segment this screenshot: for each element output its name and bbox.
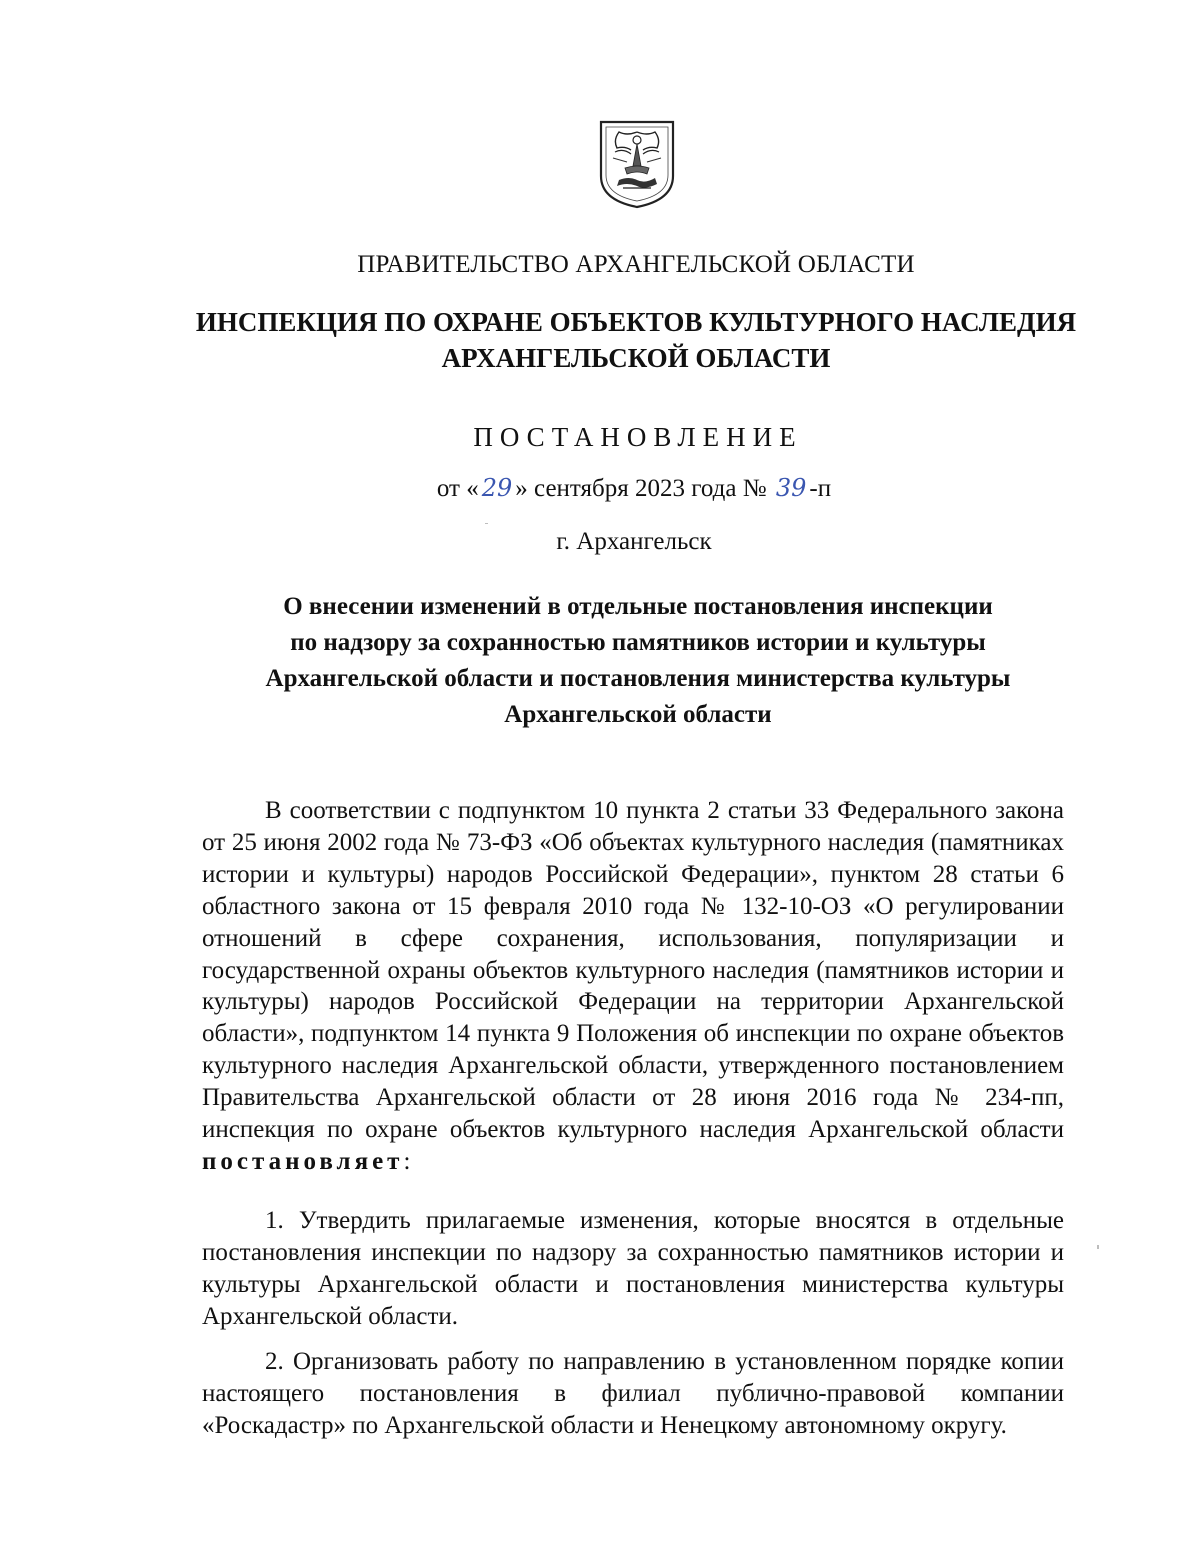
date-number-line <box>34 474 1200 503</box>
subject-line1: О внесении изменений в отдельные постановления инспекции <box>283 593 993 620</box>
preamble-paragraph <box>202 795 1064 1178</box>
city: г. Архангельск <box>556 528 712 555</box>
preamble-text: В соответствии с подпунктом 10 пункта 2 статьи 33 Федерального закона от 25 июня 2002 года № 73-ФЗ «Об объектах культурного наследия (памятниках истории и культуры) народов Российской Федерации», пунктом 28 статьи 6 областного закона от 15 февраля 2010 года № 132-10-ОЗ «О регулировании отношений в сфере сохранения, использования, популяризации и государственной охраны объектов культурного наследия (памятников истории и культуры) народов Российской Федерации на территории Архангельской области», подпунктом 14 пункта 9 Положения об инспекции по охране объектов культурного наследия Архангельской области, утвержденного постановлением Правительства Архангельской области от 28 июня 2016 года № 234-пп, инспекция по охране объектов культурного наследия Архангельской области <box>202 797 1064 1144</box>
arkhangelsk-coat-of-arms-icon <box>597 118 677 210</box>
item-2-text: 2. Организовать работу по направлению в установленном порядке копии настоящего постановления в филиал публично-правовой компании «Роскадастр» по Архангельской области и Ненецкому автономному округу. <box>202 1348 1064 1439</box>
scan-speck <box>485 523 488 524</box>
number-suffix: -п <box>809 475 832 502</box>
date-prefix: от « <box>436 475 479 502</box>
inspection-name <box>36 304 1200 376</box>
subject-line4: Архангельской области <box>504 701 772 728</box>
subject-line3: Архангельской области и постановления министерства культуры <box>265 665 1011 692</box>
document-subject <box>210 589 1066 733</box>
item-1-text: 1. Утвердить прилагаемые изменения, которые вносятся в отдельные постановления инспекции по надзору за сохранностью памятников истории и культуры Архангельской области и постановления министерства культуры Архангельской области. <box>202 1207 1064 1330</box>
item-2-paragraph <box>202 1346 1064 1442</box>
inspection-name-line1: ИНСПЕКЦИЯ ПО ОХРАНЕ ОБЪЕКТОВ КУЛЬТУРНОГО НАСЛЕДИЯ <box>195 307 1077 337</box>
decree-tail: : <box>403 1147 411 1175</box>
handwritten-day: 29 <box>481 474 513 502</box>
government-name: ПРАВИТЕЛЬСТВО АРХАНГЕЛЬСКОЙ ОБЛАСТИ <box>357 251 915 278</box>
subject-line2: по надзору за сохранностью памятников истории и культуры <box>290 629 986 656</box>
handwritten-number: 39 <box>775 474 807 502</box>
item-1-paragraph <box>202 1205 1064 1333</box>
scan-speck <box>1097 1245 1099 1249</box>
decree-word: постановляет <box>202 1147 404 1175</box>
inspection-name-line2: АРХАНГЕЛЬСКОЙ ОБЛАСТИ <box>441 343 831 373</box>
document-type: ПОСТАНОВЛЕНИЕ <box>473 422 803 452</box>
date-middle: » сентября 2023 года № <box>515 475 773 502</box>
